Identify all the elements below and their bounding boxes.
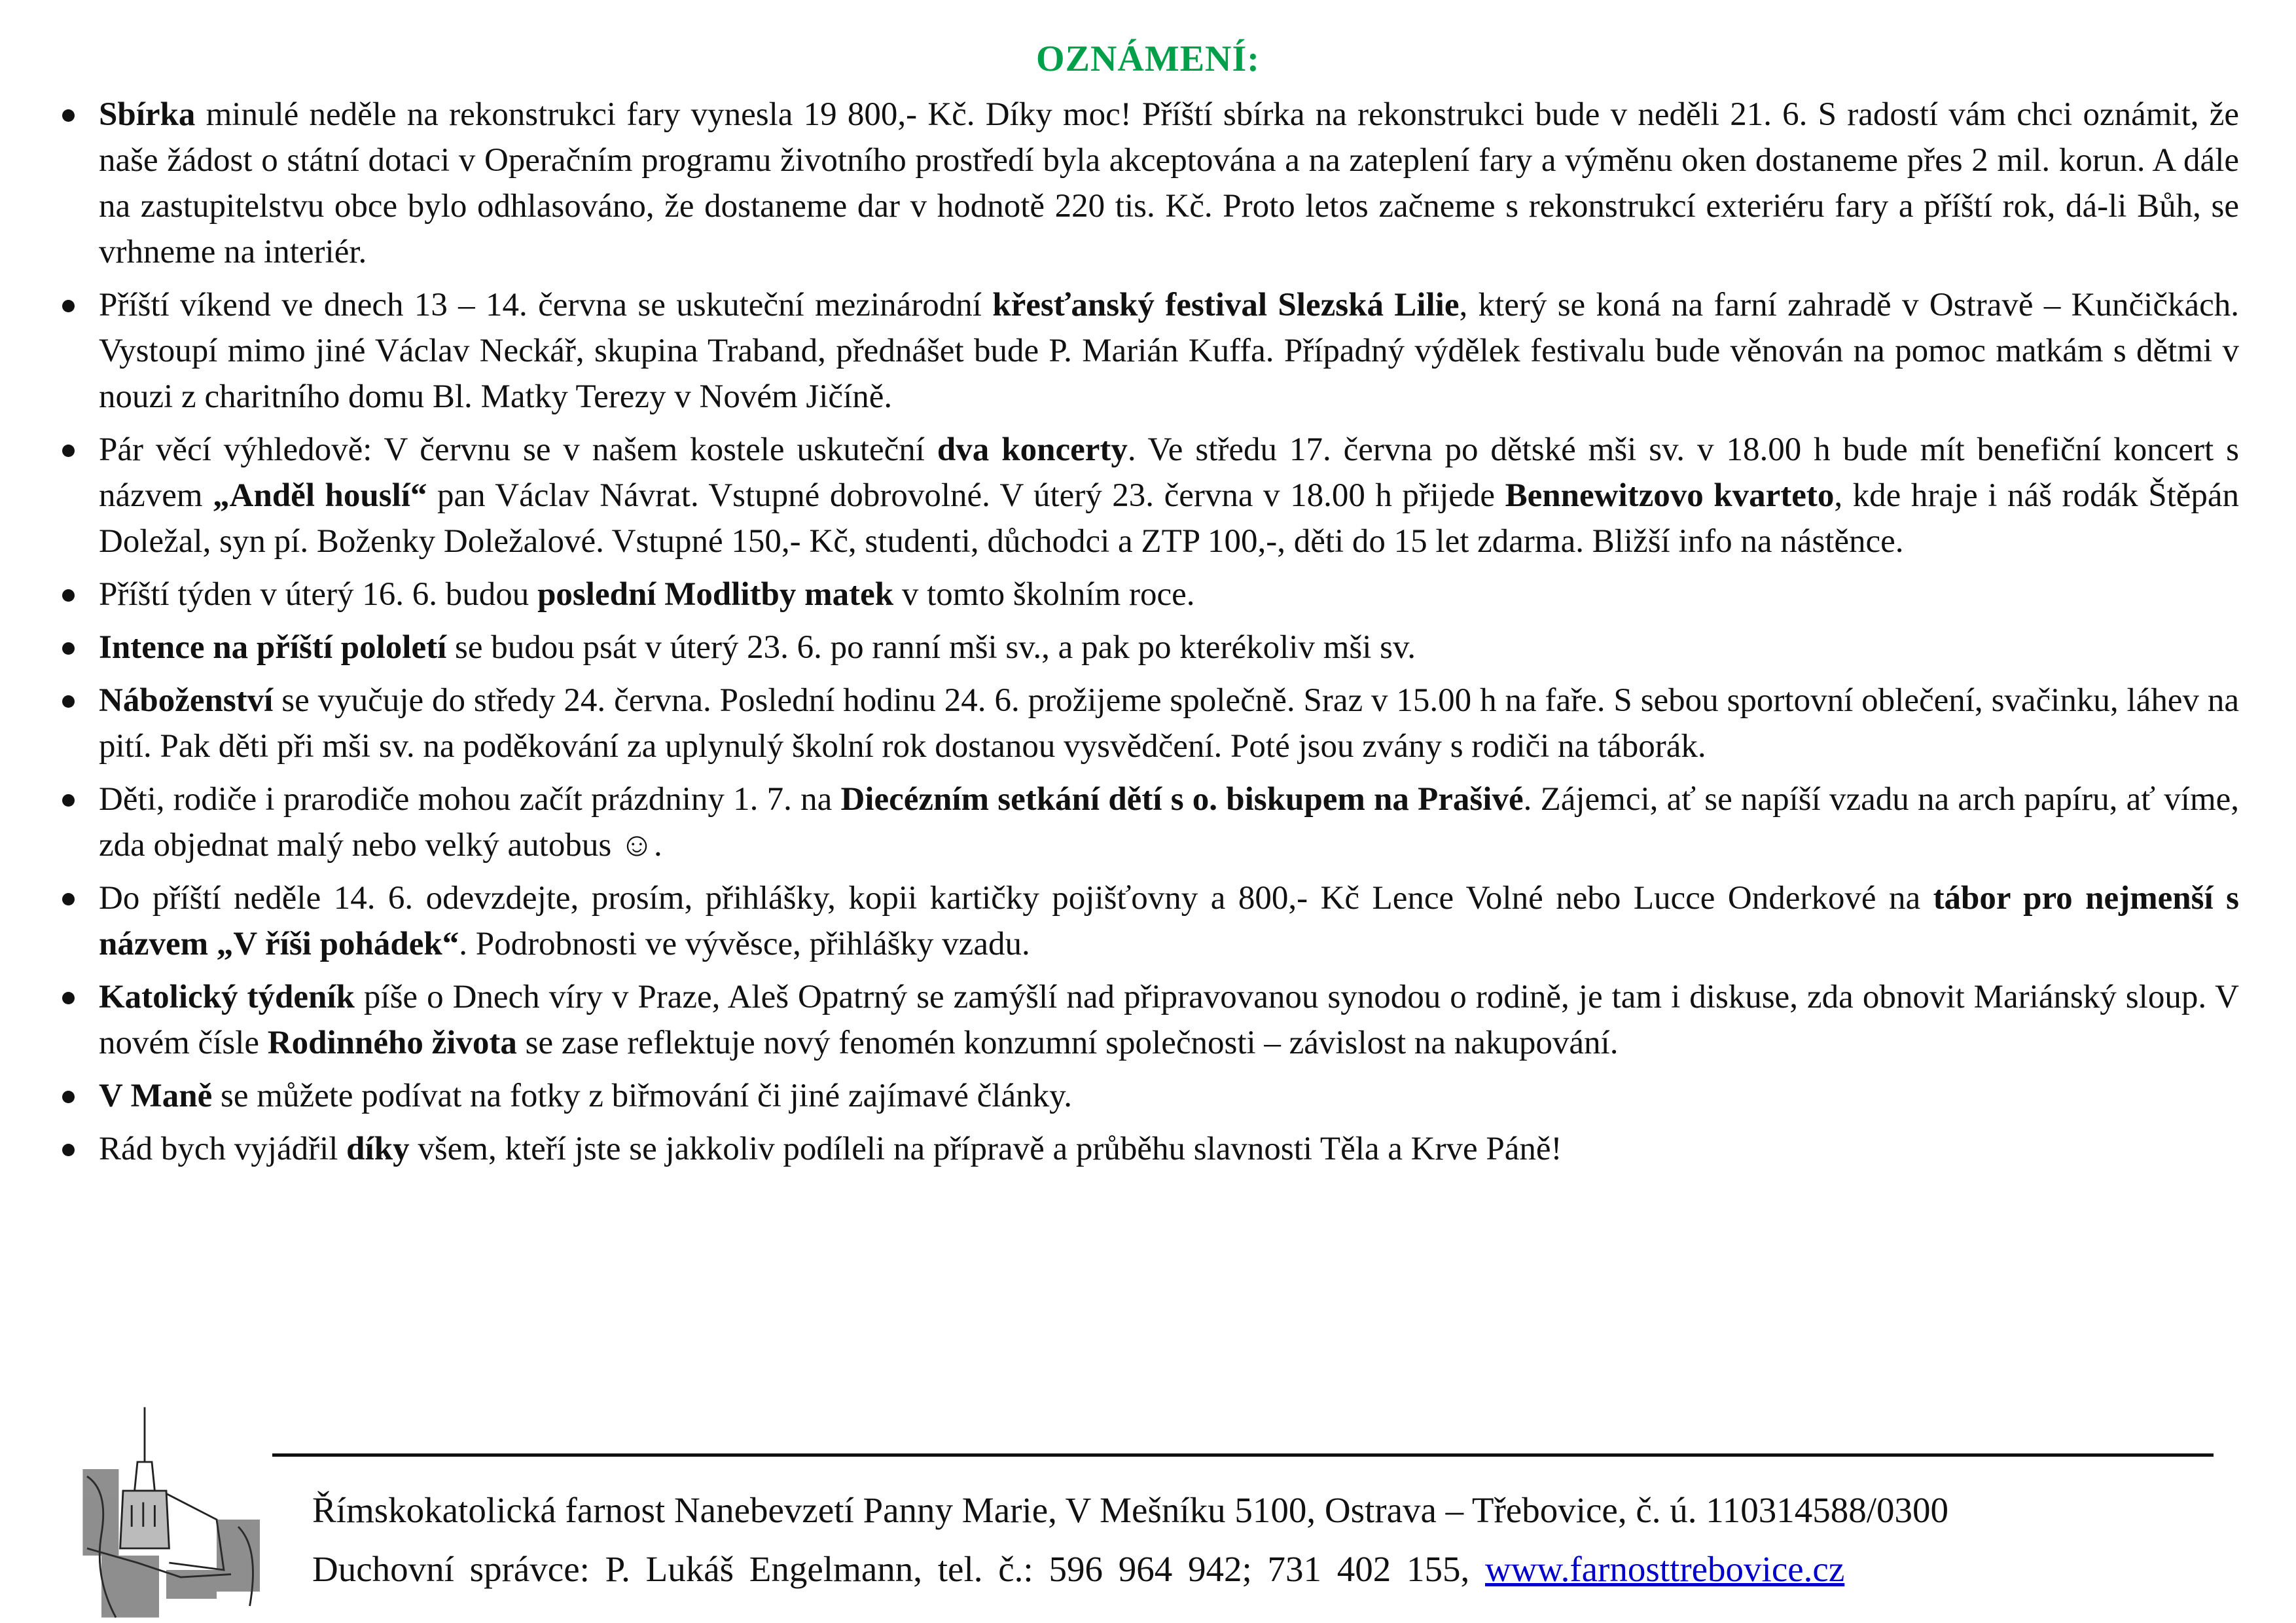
item-text: se vyučuje do středy 24. června. Poslední hodinu 24. 6. prožijeme společně. Sraz v 15.00 h na faře. S sebou sportovní oblečení, svačinku, láhev na pití. Pak děti při mši sv. na poděkování za uplynulý školní rok dostanou vysvědčení. Poté jsou zvány s rodiči na táborák. — [99, 682, 2239, 765]
item-text: píše o Dnech víry v Praze, Aleš Opatrný se zamýšlí nad připravovanou synodou o rodině, je tam i diskuse, zda obnovit Mariánský sloup. V novém čísle — [99, 979, 2239, 1061]
item-text: Příští víkend ve dnech 13 – 14. června se uskuteční mezinárodní — [99, 287, 993, 323]
highlight-text: Intence na příští pololetí — [99, 629, 447, 666]
highlight-text: díky — [346, 1131, 410, 1167]
announcement-item — [99, 92, 2239, 275]
item-text: . Zájemci, ať se napíší vzadu na arch papíru, ať víme, zda objednat malý nebo velký autobus ☺. — [99, 781, 2240, 864]
highlight-text: křesťanský festival Slezská Lilie — [992, 287, 1460, 323]
announcement-item — [99, 974, 2239, 1066]
item-text: se zase reflektuje nový fenomén konzumní společnosti – závislost na nakupování. — [516, 1025, 1619, 1061]
announcement-item — [99, 625, 2239, 670]
announcement-item — [99, 875, 2239, 967]
item-text: v tomto školním roce. — [893, 576, 1195, 613]
item-text: Rád bych vyjádřil — [99, 1131, 347, 1167]
contact-text: Duchovní správce: P. Lukáš Engelmann, tel. č.: 596 964 942; 731 402 155, — [312, 1549, 1485, 1589]
announcement-item — [99, 1073, 2239, 1119]
item-text: . Ve středu 17. června po dětské mši sv. v 18.00 h bude mít benefiční koncert s názvem — [99, 431, 2239, 514]
highlight-text: „Anděl houslí“ — [213, 477, 427, 514]
announcement-item — [99, 282, 2239, 420]
item-text: Do příští neděle 14. 6. odevzdejte, prosím, přihlášky, kopii kartičky pojišťovny a 800,- Kč Lence Volné nebo Lucce Onderkové na — [99, 880, 1933, 917]
item-text: se můžete podívat na fotky z biřmování či jiné zajímavé články. — [212, 1078, 1073, 1114]
page-title: OZNÁMENÍ: — [1036, 39, 1260, 79]
footer-divider — [272, 1453, 2214, 1457]
item-text: Příští týden v úterý 16. 6. budou — [99, 576, 538, 613]
item-text: pan Václav Návrat. Vstupné dobrovolné. V úterý 23. června v 18.00 h přijede — [427, 477, 1505, 514]
item-text: všem, kteří jste se jakkoliv podíleli na přípravě a průběhu slavnosti Těla a Krve Páně! — [409, 1131, 1562, 1167]
announcement-item — [99, 678, 2239, 769]
item-text: minulé neděle na rekonstrukci fary vynesla 19 800,- Kč. Díky moc! Příští sbírka na rekonstrukci bude v neděli 21. 6. S radostí vám chci oznámit, že naše žádost o státní dotaci v Operačním programu životního prostředí byla akceptována a na zateplení fary a výměnu oken dostaneme přes 2 mil. korun. A dále na zastupitelstvu obce bylo odhlasováno, že dostaneme dar v hodnotě 220 tis. Kč. Proto letos začneme s rekonstrukcí exteriéru fary a příští rok, dá-li Bůh, se vrhneme na interiér. — [99, 96, 2239, 270]
website-link[interactable]: www.farnosttrebovice.cz — [1484, 1549, 1845, 1589]
item-text: , který se koná na farní zahradě v Ostravě – Kunčičkách. Vystoupí mimo jiné Václav Neckář, skupina Traband, přednášet bude P. Marián Kuffa. Případný výdělek festivalu bude věnován na pomoc matkám s dětmi v nouzi z charitního domu Bl. Matky Terezy v Novém Jičíně. — [99, 287, 2239, 415]
announcement-item — [99, 776, 2239, 868]
announcement-list — [99, 92, 2239, 1179]
parish-contact — [312, 1548, 1844, 1590]
highlight-text: Diecézním setkání dětí s o. biskupem na Prašivé — [840, 781, 1524, 818]
item-text: Děti, rodiče i prarodiče mohou začít prázdniny 1. 7. na — [99, 781, 841, 818]
highlight-text: Bennewitzovo kvarteto — [1505, 477, 1835, 514]
highlight-text: tábor pro nejmenší s názvem „V říši pohádek“ — [99, 880, 2239, 962]
item-text: Pár věcí výhledově: V červnu se v našem kostele uskuteční — [99, 431, 937, 468]
highlight-text: poslední Modlitby matek — [537, 576, 894, 613]
highlight-text: dva koncerty — [937, 431, 1128, 468]
highlight-text: Katolický týdeník — [99, 979, 355, 1015]
highlight-text: V Maně — [99, 1078, 213, 1114]
highlight-text: Rodinného života — [267, 1025, 517, 1061]
announcement-item — [99, 427, 2239, 564]
announcement-item — [99, 1126, 2239, 1172]
church-illustration — [79, 1404, 268, 1620]
item-text: , kde hraje i náš rodák Štěpán Doležal, syn pí. Boženky Doležalové. Vstupné 150,- Kč, studenti, důchodci a ZTP 100,-, děti do 15 let zdarma. Bližší info na nástěnce. — [99, 477, 2240, 560]
item-text: . Podrobnosti ve vývěsce, přihlášky vzadu. — [459, 926, 1030, 962]
highlight-text: Sbírka — [99, 96, 196, 133]
highlight-text: Náboženství — [99, 682, 274, 719]
parish-address: Římskokatolická farnost Nanebevzetí Panny Marie, V Mešníku 5100, Ostrava – Třebovice, č. ú. 110314588/0300 — [312, 1490, 1948, 1530]
announcement-item — [99, 572, 2239, 617]
item-text: se budou psát v úterý 23. 6. po ranní mši sv., a pak po kterékoliv mši sv. — [446, 629, 1416, 666]
